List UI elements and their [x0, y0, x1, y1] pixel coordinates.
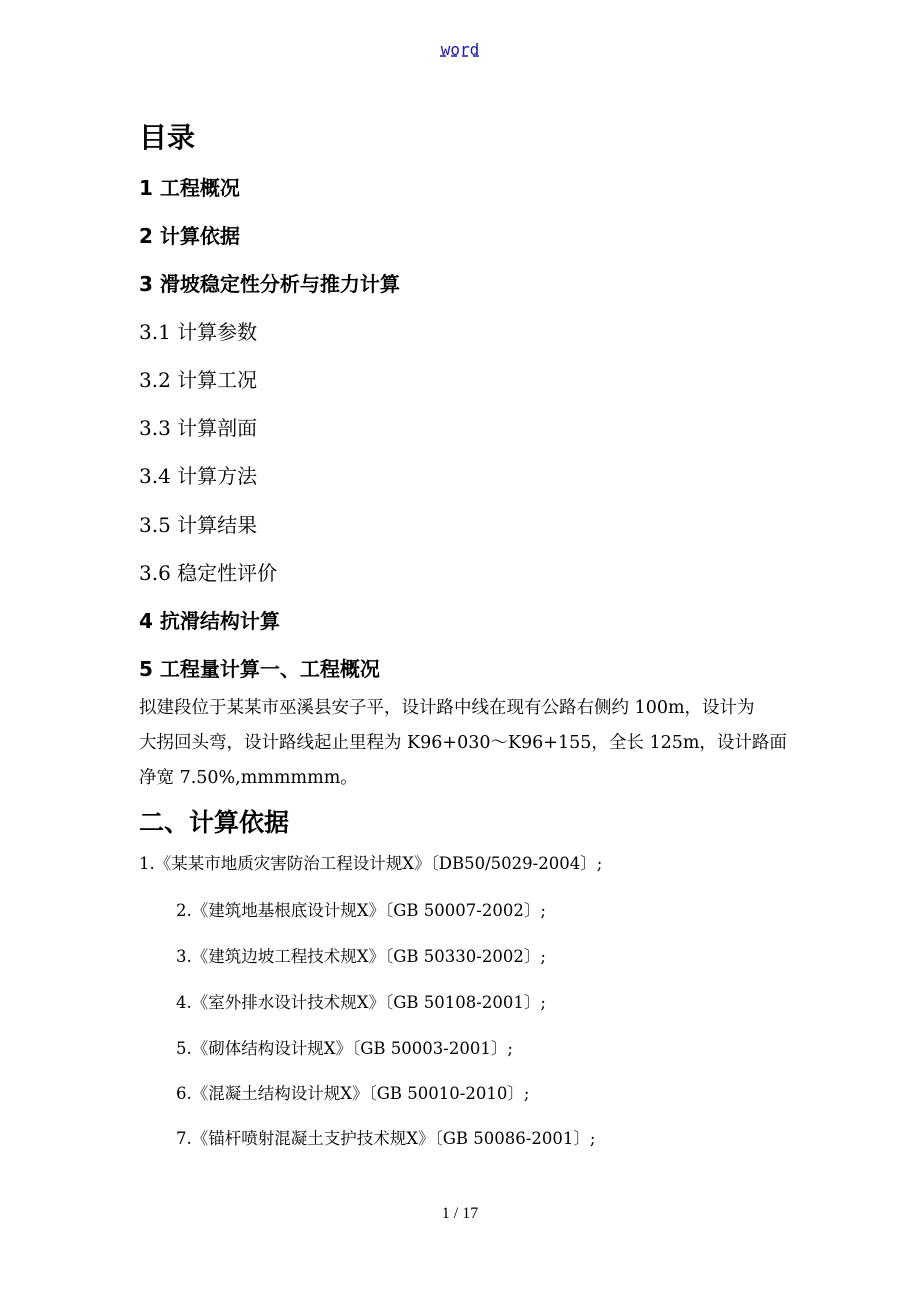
toc-title: 目录: [139, 121, 196, 154]
reference-item: 6.《混凝土结构设计规X》〔GB 50010-2010〕;: [176, 1084, 530, 1103]
toc-item[interactable]: 3 滑坡稳定性分析与推力计算: [139, 272, 400, 296]
toc-item[interactable]: 3.1 计算参数: [139, 320, 258, 344]
overview-line: 大拐回头弯，设计路线起止里程为 K96+030～K96+155，全长 125m，设计路面: [139, 733, 787, 753]
reference-item: 7.《锚杆喷射混凝土支护技术规X》〔GB 50086-2001〕;: [176, 1129, 596, 1148]
overview-line: 净宽 7.50%,mmmmmm。: [139, 768, 358, 788]
toc-item[interactable]: 1 工程概况: [139, 176, 240, 200]
section-heading-basis: 二、计算依据: [139, 808, 290, 837]
reference-item: 3.《建筑边坡工程技术规X》〔GB 50330-2002〕;: [176, 947, 546, 966]
reference-item: 4.《室外排水设计技术规X》〔GB 50108-2001〕;: [176, 993, 546, 1012]
toc-item[interactable]: 3.2 计算工况: [139, 368, 258, 392]
overview-paragraph: [139, 691, 789, 796]
toc-item[interactable]: 3.6 稳定性评价: [139, 561, 278, 585]
page-number: 1 / 17: [441, 1205, 479, 1222]
overview-line: 拟建段位于某某市巫溪县安子平，设计路中线在现有公路右侧约 100m，设计为: [139, 698, 755, 718]
header-word-link[interactable]: word: [440, 40, 480, 59]
toc-item[interactable]: 3.3 计算剖面: [139, 416, 258, 440]
toc-item[interactable]: 3.5 计算结果: [139, 513, 258, 537]
toc-item[interactable]: 2 计算依据: [139, 224, 240, 248]
toc-item[interactable]: 5 工程量计算一、工程概况: [139, 657, 380, 681]
reference-item: 2.《建筑地基根底设计规X》〔GB 50007-2002〕;: [176, 901, 546, 920]
reference-item: 5.《砌体结构设计规X》〔GB 50003-2001〕;: [176, 1039, 513, 1058]
toc-item[interactable]: 4 抗滑结构计算: [139, 609, 280, 633]
reference-item: 1.《某某市地质灾害防治工程设计规X》〔DB50/5029-2004〕;: [139, 854, 603, 873]
toc-item[interactable]: 3.4 计算方法: [139, 464, 258, 488]
